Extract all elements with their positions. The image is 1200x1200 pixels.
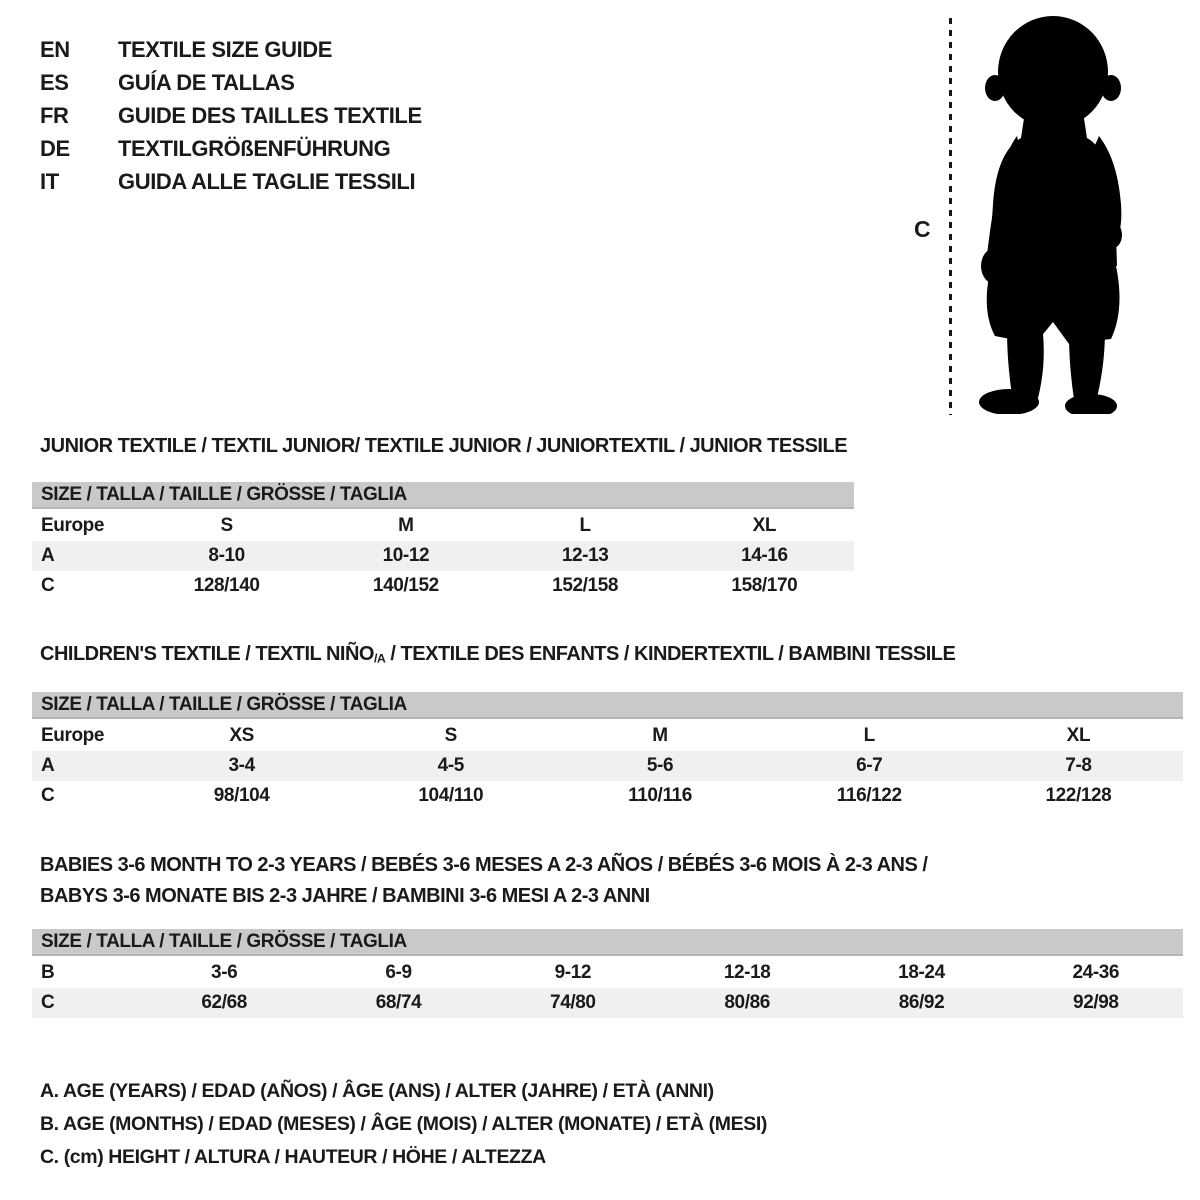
guide-title-fr: GUIDE DES TAILLES TEXTILE — [118, 103, 422, 128]
row-label: A — [41, 545, 55, 566]
table-cell: 152/158 — [552, 575, 619, 596]
table-cell: 62/68 — [201, 992, 247, 1013]
table-cell: 104/110 — [418, 785, 484, 806]
table-cell: 9-12 — [554, 962, 592, 983]
row-label: C — [41, 575, 55, 596]
measure-legend — [40, 1075, 767, 1174]
table-cell: M — [652, 725, 668, 746]
table-row — [32, 781, 1183, 811]
legend-line-b: B. AGE (MONTHS) / EDAD (MESES) / ÂGE (MOIS) / ALTER (MONATE) / ETÀ (MESI) — [40, 1113, 767, 1135]
guide-title-es: GUÍA DE TALLAS — [118, 70, 295, 95]
table-cell: L — [579, 515, 591, 536]
table-cell: 86/92 — [898, 992, 945, 1013]
table-cell: 80/86 — [724, 992, 770, 1013]
children-title-subscript: /A — [373, 651, 386, 666]
height-measure-label: C — [914, 216, 931, 242]
table-cell: 92/98 — [1073, 992, 1119, 1013]
table-cell: 3-4 — [228, 755, 255, 776]
lang-row-en — [40, 33, 422, 66]
row-label: B — [41, 962, 55, 983]
babies-title-line-1: BABIES 3-6 MONTH TO 2-3 YEARS / BEBÉS 3-6 MESES A 2-3 AÑOS / BÉBÉS 3-6 MOIS À 2-3 ANS / — [40, 854, 928, 876]
table-cell: 122/128 — [1045, 785, 1112, 806]
lang-code: FR — [40, 103, 69, 128]
table-cell: S — [444, 725, 457, 746]
row-label: Europe — [41, 515, 105, 536]
guide-title-it: GUIDA ALLE TAGLIE TESSILI — [118, 169, 416, 194]
table-row — [32, 958, 1183, 988]
table-cell: 24-36 — [1072, 962, 1120, 983]
table-cell: 8-10 — [208, 545, 245, 566]
guide-title-en: TEXTILE SIZE GUIDE — [118, 37, 333, 62]
table-row — [32, 541, 854, 571]
table-cell: 116/122 — [836, 785, 902, 806]
language-title-list — [40, 33, 422, 198]
row-label: Europe — [41, 725, 105, 746]
legend-line-c: C. (cm) HEIGHT / ALTURA / HAUTEUR / HÖHE / ALTEZZA — [40, 1146, 546, 1168]
table-cell: 4-5 — [437, 755, 464, 776]
table-cell: 68/74 — [375, 992, 422, 1013]
table-row — [32, 571, 854, 601]
children-section-title — [40, 643, 955, 666]
row-label: C — [41, 785, 55, 806]
table-row — [32, 721, 1183, 751]
row-label: A — [41, 755, 55, 776]
guide-title-de: TEXTILGRÖßENFÜHRUNG — [118, 136, 391, 161]
table-cell: 12-18 — [723, 962, 771, 983]
lang-row-de — [40, 132, 422, 165]
table-cell: 158/170 — [731, 575, 798, 596]
lang-code: ES — [40, 70, 69, 95]
junior-size-table — [32, 482, 854, 601]
table-cell: XL — [1066, 725, 1091, 746]
lang-row-it — [40, 165, 422, 198]
table-cell: 18-24 — [898, 962, 945, 983]
table-cell: 110/116 — [628, 785, 692, 806]
table-header: SIZE / TALLA / TAILLE / GRÖSSE / TAGLIA — [32, 692, 1183, 719]
table-cell: 140/152 — [372, 575, 439, 596]
babies-size-table — [32, 929, 1183, 1018]
table-cell: XS — [229, 725, 254, 746]
children-size-table — [32, 692, 1183, 811]
table-cell: 6-7 — [856, 755, 883, 776]
lang-code: DE — [40, 136, 70, 161]
height-measure-dashed-line — [949, 18, 952, 415]
children-title-part: CHILDREN'S TEXTILE / TEXTIL NIÑO — [40, 643, 374, 665]
table-cell: 6-9 — [385, 962, 412, 983]
table-row — [32, 511, 854, 541]
table-cell: M — [398, 515, 414, 536]
lang-row-es — [40, 66, 422, 99]
lang-code: IT — [40, 169, 59, 194]
table-header: SIZE / TALLA / TAILLE / GRÖSSE / TAGLIA — [32, 482, 854, 509]
row-label: C — [41, 992, 55, 1013]
table-cell: 14-16 — [741, 545, 788, 566]
table-cell: 5-6 — [646, 755, 674, 776]
babies-section-title — [40, 850, 927, 912]
table-row — [32, 988, 1183, 1018]
table-header: SIZE / TALLA / TAILLE / GRÖSSE / TAGLIA — [32, 929, 1183, 956]
table-cell: 12-13 — [561, 545, 609, 566]
table-cell: S — [220, 515, 233, 536]
table-cell: 74/80 — [550, 992, 596, 1013]
table-cell: XL — [752, 515, 777, 536]
children-title-part: / TEXTILE DES ENFANTS / KINDERTEXTIL / BAMBINI TESSILE — [385, 643, 956, 665]
legend-line-a: A. AGE (YEARS) / EDAD (AÑOS) / ÂGE (ANS) / ALTER (JAHRE) / ETÀ (ANNI) — [40, 1080, 714, 1102]
table-cell: 3-6 — [211, 962, 238, 983]
lang-row-fr — [40, 99, 422, 132]
table-cell: 128/140 — [193, 575, 260, 596]
junior-section-title: JUNIOR TEXTILE / TEXTIL JUNIOR/ TEXTILE JUNIOR / JUNIORTEXTIL / JUNIOR TESSILE — [40, 435, 848, 457]
babies-title-line-2: BABYS 3-6 MONATE BIS 2-3 JAHRE / BAMBINI 3-6 MESI A 2-3 ANNI — [40, 885, 650, 907]
lang-code: EN — [40, 37, 70, 62]
table-cell: 98/104 — [213, 785, 270, 806]
table-cell: 7-8 — [1065, 755, 1092, 776]
table-cell: 10-12 — [382, 545, 430, 566]
table-cell: L — [863, 725, 875, 746]
toddler-silhouette-icon — [965, 14, 1140, 414]
table-row — [32, 751, 1183, 781]
